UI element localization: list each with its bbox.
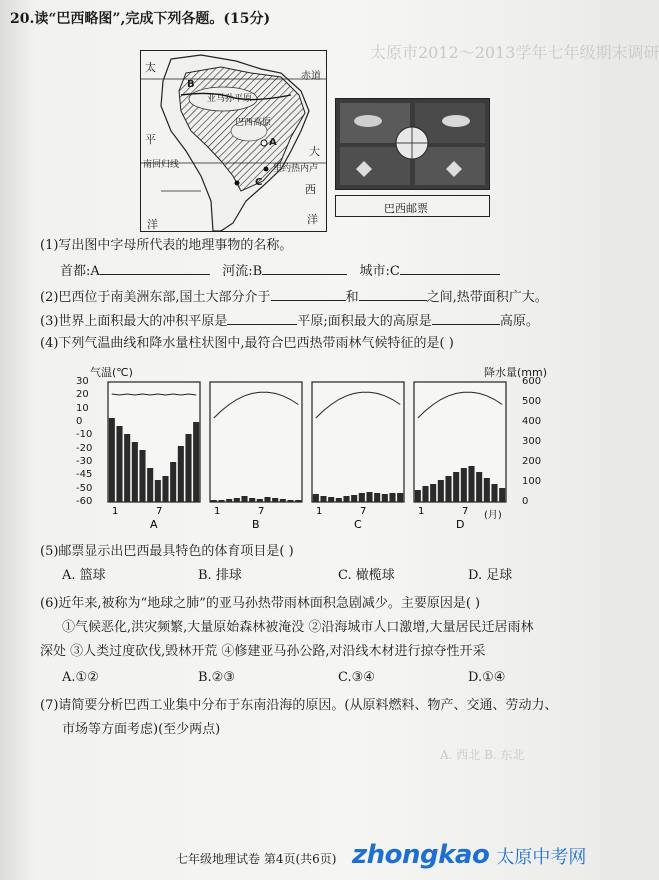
precip-bar	[484, 478, 490, 502]
temp-tick: 20	[76, 389, 89, 401]
map-label-b: B	[187, 79, 195, 90]
month-tick: 7	[258, 506, 265, 517]
q2-blank-2[interactable]	[359, 288, 427, 301]
temp-tick: -20	[76, 442, 93, 454]
precip-bar	[218, 500, 224, 502]
precip-bar	[139, 450, 145, 502]
q6-line3: 深处 ③人类过度砍伐,毁林开荒 ④修建亚马孙公路,对沿线木材进行掠夺性开采	[40, 644, 486, 659]
q7-line1: (7)请简要分析巴西工业集中分布于东南沿海的原因。(从原料燃料、物产、交通、劳动力、	[40, 698, 558, 713]
temp-tick: 10	[76, 402, 89, 414]
map-label-tai: 太	[145, 61, 156, 74]
precip-bar	[476, 472, 482, 502]
temp-tick: -60	[76, 496, 93, 507]
temp-tick: 30	[76, 376, 89, 387]
map-label-amazon-plain: 亚马孙平原	[207, 94, 253, 104]
q5-option-c[interactable]: C. 橄榄球	[338, 568, 395, 583]
climate-panel-A	[108, 382, 200, 531]
precip-bar	[351, 495, 357, 502]
precip-bar	[430, 484, 436, 502]
map-label-yang2: 洋	[307, 213, 318, 226]
q6-option-d[interactable]: D.①④	[468, 670, 506, 685]
q5-option-a[interactable]: A. 篮球	[62, 568, 106, 583]
climate-panel-C	[312, 382, 404, 531]
stamp-caption-box	[335, 195, 490, 217]
precip-axis-label: 降水量(mm)	[484, 366, 548, 379]
q1-answers	[60, 262, 500, 279]
precip-bar	[185, 434, 191, 502]
precip-tick: 200	[522, 456, 542, 467]
panel-label: C	[354, 518, 362, 531]
map-label-xi: 西	[305, 183, 316, 196]
precip-bar	[422, 486, 428, 502]
precip-bar	[445, 476, 451, 502]
precip-tick: 100	[522, 476, 542, 487]
precip-bar	[366, 492, 372, 502]
map-label-yang: 洋	[147, 218, 158, 231]
precip-bar	[249, 498, 255, 502]
precip-tick: 300	[522, 436, 542, 447]
precip-bar	[272, 498, 278, 502]
stamp-image	[335, 98, 490, 190]
precip-bar	[382, 494, 388, 502]
q5-option-b[interactable]: B. 排球	[198, 568, 242, 583]
precip-bar	[295, 500, 301, 502]
climate-charts	[70, 360, 560, 540]
panel-frame	[312, 382, 404, 502]
map-label-capricorn: 南回归线	[143, 160, 180, 170]
precip-bar	[438, 480, 444, 502]
q2-part3: 之间,热带面积广大。	[426, 290, 548, 305]
site-watermark	[352, 840, 586, 870]
climate-panel-B	[210, 382, 302, 531]
month-tick: 7	[462, 506, 469, 517]
precip-bar	[359, 493, 365, 502]
month-tick: 1	[112, 506, 119, 517]
precip-bar	[116, 426, 122, 502]
q2-blank-1[interactable]	[271, 288, 346, 301]
precip-bar	[287, 500, 293, 502]
temp-tick: -45	[76, 469, 93, 481]
month-tick: 1	[316, 506, 323, 517]
precip-bar	[468, 466, 474, 502]
panel-frame	[210, 382, 302, 502]
precip-bar	[389, 493, 395, 502]
precip-tick: 600	[522, 376, 542, 387]
q7-line2: 市场等方面考虑)(至少两点)	[62, 722, 221, 737]
panel-label: A	[150, 518, 158, 531]
temp-curve	[112, 394, 196, 395]
precip-bar	[193, 422, 199, 502]
precip-bar	[155, 480, 161, 502]
q5-option-d[interactable]: D. 足球	[468, 568, 513, 583]
precip-bar	[178, 446, 184, 502]
q3-part2: 平原;面积最大的高原是	[297, 314, 432, 329]
month-tick: 7	[360, 506, 367, 517]
temp-tick: -10	[76, 429, 93, 441]
month-tick: 7	[156, 506, 163, 517]
precip-bar	[170, 462, 176, 502]
precip-bar	[328, 497, 334, 502]
q6-option-a[interactable]: A.①②	[62, 670, 99, 685]
panel-label: D	[456, 518, 465, 531]
precip-tick: 0	[522, 496, 529, 507]
map-label-equator: 赤道	[301, 71, 321, 82]
precip-bar	[336, 498, 342, 502]
q3-part1: (3)世界上面积最大的冲积平原是	[40, 314, 228, 329]
month-tick: 1	[214, 506, 221, 517]
q3-blank-2[interactable]	[432, 312, 500, 325]
precip-bar	[211, 500, 217, 502]
q2-part2: 和	[345, 290, 359, 305]
q3-line	[40, 312, 539, 329]
month-label: (月)	[484, 510, 502, 521]
precip-tick: 400	[522, 416, 542, 427]
q1-city-label: 城市:C	[359, 264, 400, 279]
site-brand: zhongkao	[352, 840, 490, 870]
precip-bar	[264, 497, 270, 502]
map-label-da: 大	[309, 145, 320, 158]
precip-bar	[499, 488, 505, 502]
precip-bar	[343, 496, 349, 502]
precip-bar	[257, 499, 263, 502]
precip-bar	[397, 493, 403, 502]
precip-tick: 500	[522, 396, 542, 407]
q3-blank-1[interactable]	[227, 312, 297, 325]
bleed-through-text: 太原市2012～2013学年七年级期末调研	[370, 43, 659, 62]
q1-capital-label: 首都:A	[60, 264, 100, 279]
precip-bar	[280, 499, 286, 502]
q2-part1: (2)巴西位于南美洲东部,国土大部分介于	[40, 290, 271, 305]
map-label-rio: 里约热内卢	[273, 164, 319, 174]
page-footer: 七年级地理试卷 第4页(共6页)	[176, 852, 337, 866]
map-label-a: A	[269, 137, 277, 148]
q6-line2: ①气候恶化,洪灾频繁,大量原始森林被淹没 ②沿海城市人口激增,大量居民迁居雨林	[62, 620, 534, 635]
q2-line	[40, 288, 548, 305]
precip-bar	[491, 484, 497, 502]
precip-bar	[162, 476, 168, 502]
q6-option-b[interactable]: B.②③	[198, 670, 235, 685]
q6-option-c[interactable]: C.③④	[338, 670, 375, 685]
q1-text: (1)写出图中字母所代表的地理事物的名称。	[40, 238, 293, 253]
precip-bar	[109, 418, 115, 502]
month-tick: 1	[418, 506, 425, 517]
temp-tick: -30	[76, 456, 93, 467]
precip-bar	[415, 490, 421, 502]
precip-bar	[453, 472, 459, 502]
bleed-through-lower: A. 西北 B. 东北	[440, 748, 525, 762]
map-label-ping: 平	[145, 133, 156, 146]
precip-bar	[124, 434, 130, 502]
q4-text: (4)下列气温曲线和降水量柱状图中,最符合巴西热带雨林气候特征的是( )	[40, 336, 454, 351]
panel-label: B	[252, 518, 260, 531]
precip-bar	[132, 442, 138, 502]
map-label-brazil-plateau: 巴西高原	[235, 118, 272, 128]
stamp-caption: 巴西邮票	[384, 202, 428, 215]
map-label-c: C	[255, 177, 263, 188]
site-name: 太原中考网	[496, 847, 587, 868]
q1-river-label: 河流:B	[222, 264, 263, 279]
precip-bar	[147, 468, 153, 502]
q1-city-blank[interactable]	[400, 262, 500, 275]
question-title: 20.读“巴西略图”,完成下列各题。(15分)	[10, 11, 271, 27]
precip-bar	[226, 499, 232, 502]
precip-bar	[461, 468, 467, 502]
q1-river-blank[interactable]	[262, 262, 347, 275]
q1-capital-blank[interactable]	[100, 262, 210, 275]
precip-bar	[374, 493, 380, 502]
precip-bar	[241, 496, 247, 502]
q3-part3: 高原。	[499, 314, 539, 329]
precip-bar	[313, 494, 319, 502]
q6-text: (6)近年来,被称为“地球之肺”的亚马孙热带雨林面积急剧减少。主要原因是( )	[40, 596, 481, 611]
temp-axis-label: 气温(℃)	[90, 366, 133, 379]
precip-bar	[320, 496, 326, 502]
temp-tick: -50	[76, 482, 93, 494]
brazil-map	[140, 50, 327, 232]
temp-tick: 0	[76, 416, 83, 427]
precip-bar	[234, 498, 240, 502]
q5-text: (5)邮票显示出巴西最具特色的体育项目是( )	[40, 544, 294, 559]
